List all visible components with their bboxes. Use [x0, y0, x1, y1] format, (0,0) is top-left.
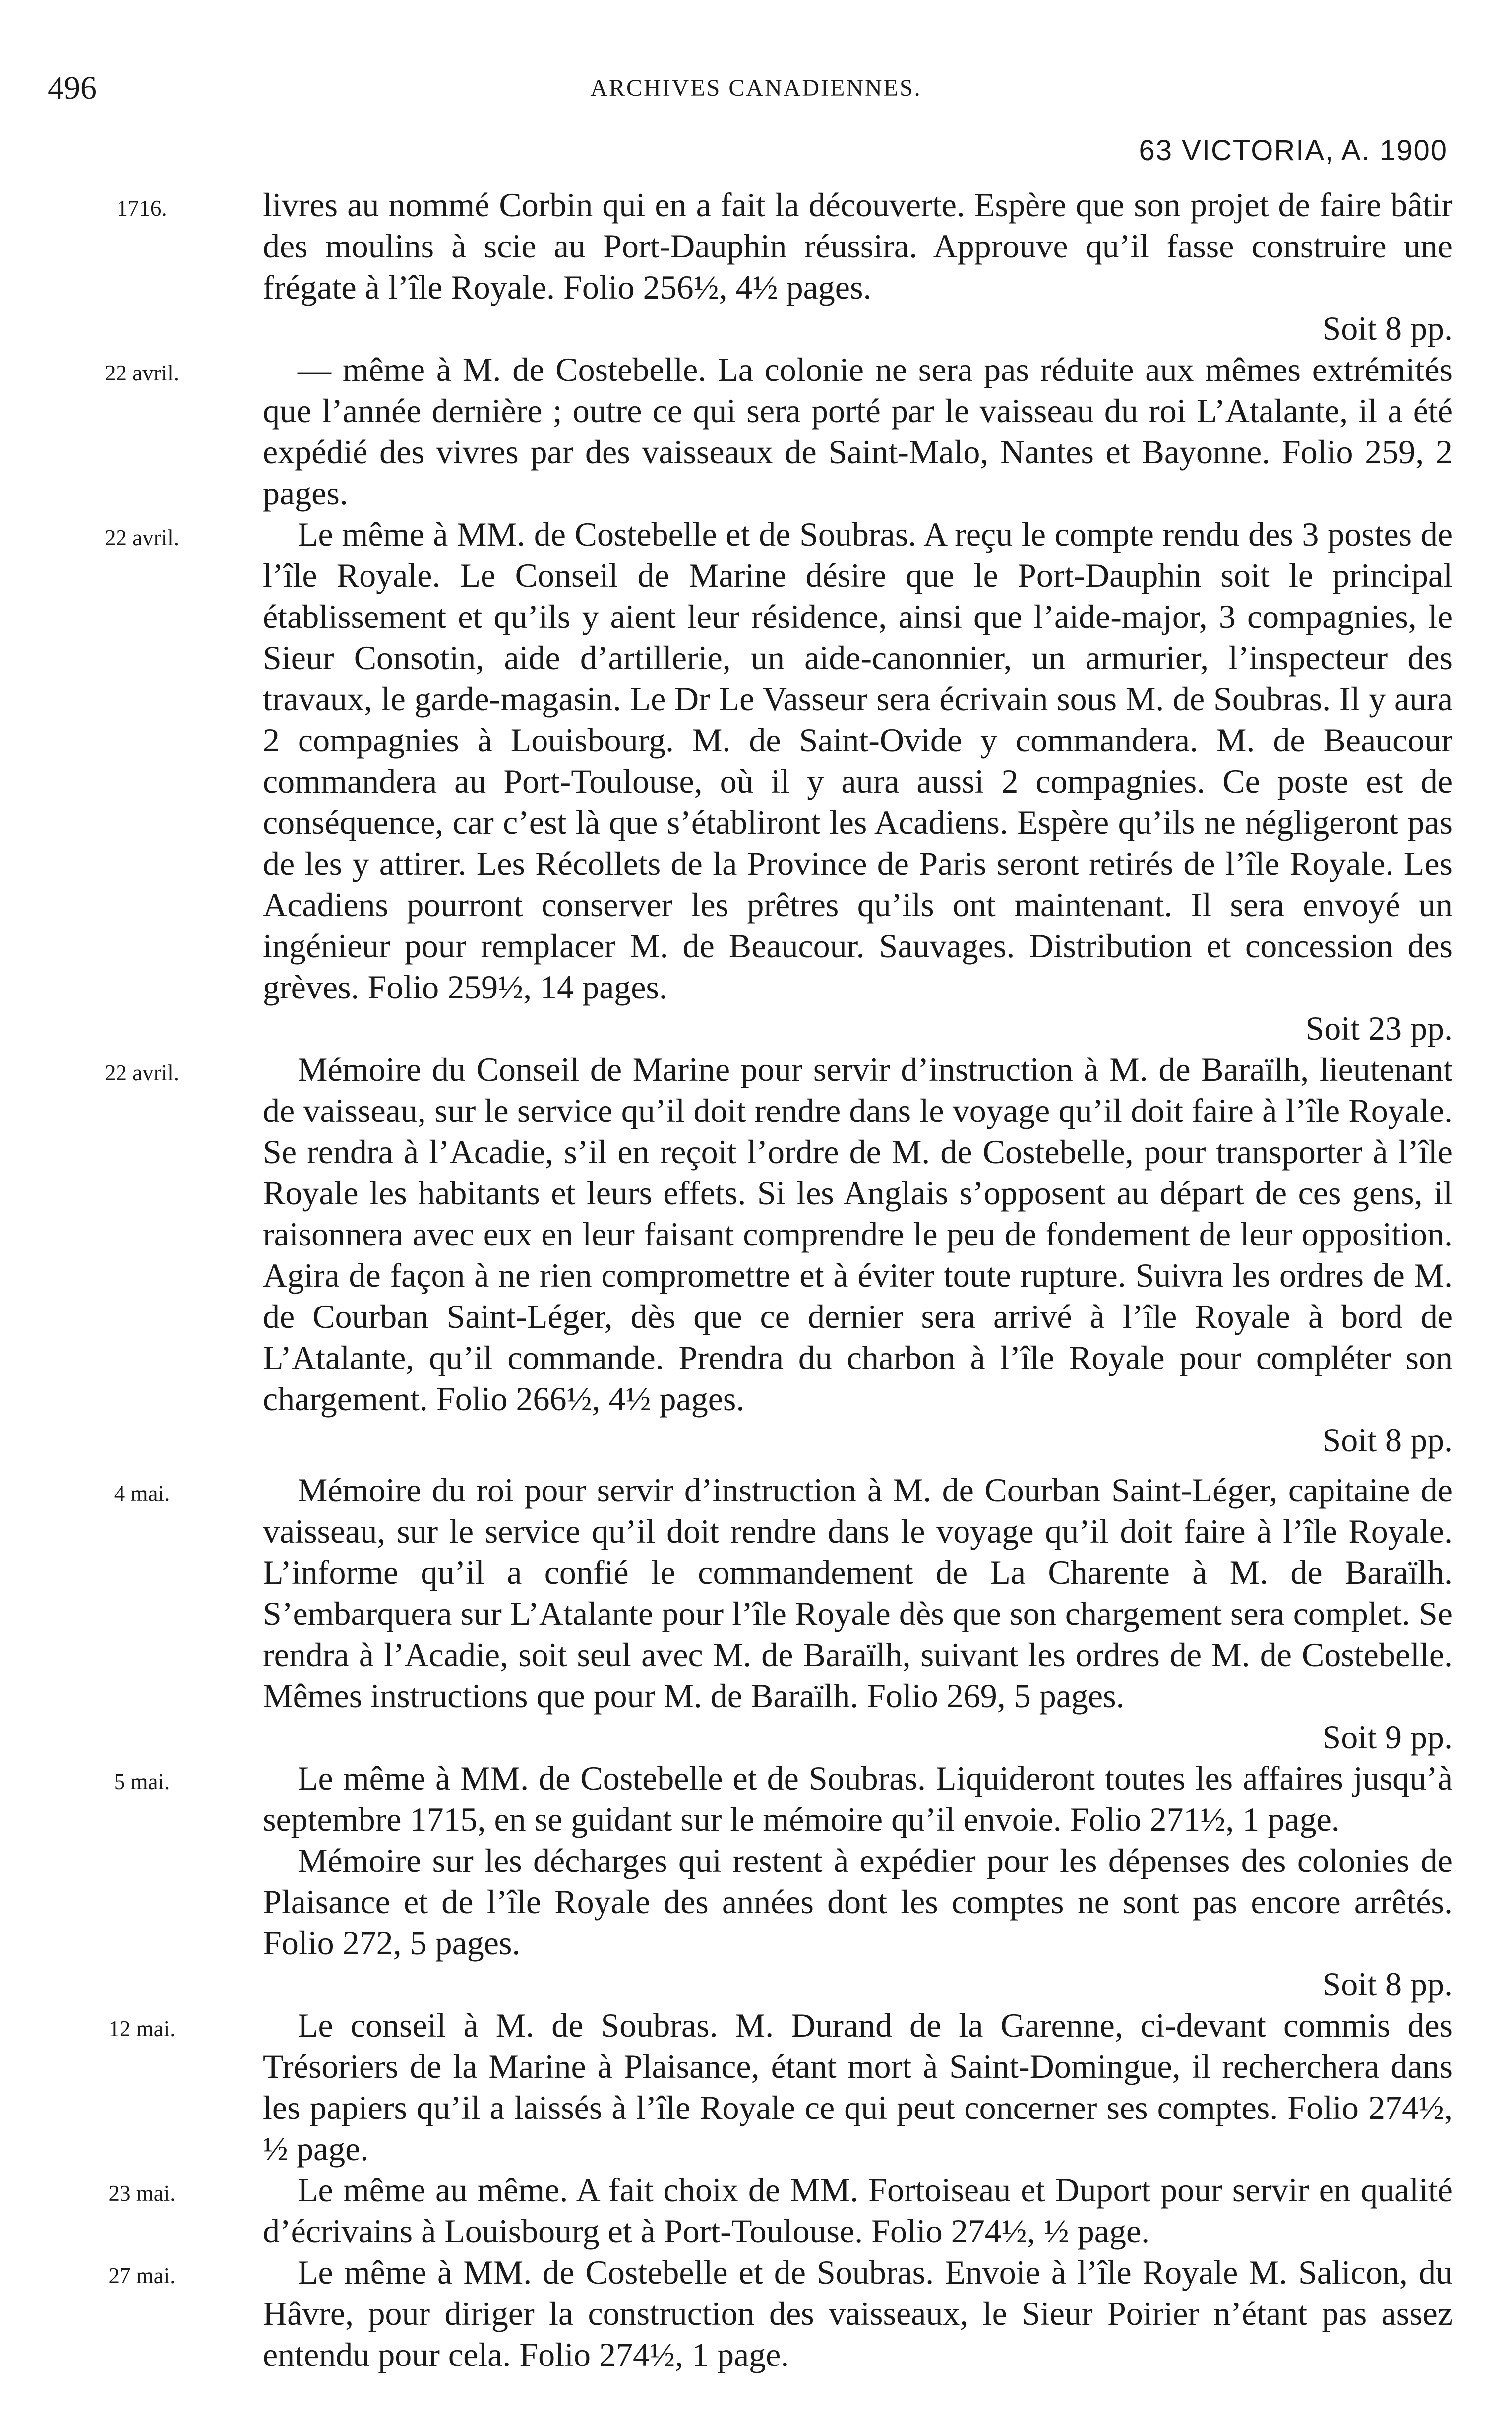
entry [0, 185, 1512, 349]
entry-text: Mémoire du Conseil de Marine pour servir d’instruction à M. de Baraïlh, lieutenant de vaisseau, sur le service qu’il doit rendre dans le voyage qu’il doit faire à l’île Royale. Se rendra à l’Acadie, s’il en reçoit l’ordre de M. de Costebelle, pour transporter à l’île Royale les habitants et leurs effets. Si les Anglais s’opposent au départ de ces gens, il raisonnera avec eux en leur faisant comprendre le peu de fondement de leur opposition. Agira de façon à ne rien compromettre et à éviter toute rupture. Suivra les ordres de M. de Courban Saint-Léger, dès que ce dernier sera arrivé à l’île Royale à bord de L’Atalante, qu’il commande. Prendra du charbon à l’île Royale pour compléter son chargement. Folio 266½, 4½ pages. [263, 1051, 1452, 1418]
entry [0, 1840, 1512, 2005]
entries-list [0, 185, 1512, 2375]
entry-text: Le même à MM. de Costebelle et de Soubras. Envoie à l’île Royale M. Salicon, du Hâvre, pour diriger la construction des vaisseaux, le Sieur Poirier n’étant pas assez entendu pour cela. Folio 274½, 1 page. [263, 2253, 1452, 2373]
entry [0, 2252, 1512, 2375]
entry [0, 2170, 1512, 2252]
entry [0, 514, 1512, 1049]
entry-page-count: Soit 23 pp. [1305, 1009, 1452, 1047]
entry-body [263, 185, 1452, 349]
entry [0, 1470, 1512, 1758]
entry [0, 1758, 1512, 1840]
entry-body [263, 2252, 1452, 2375]
entry-page-count: Soit 8 pp. [1322, 310, 1452, 347]
entry-date: 27 mai. [108, 2263, 176, 2288]
entry-body [263, 514, 1452, 1049]
running-title: ARCHIVES CANADIENNES. [590, 75, 922, 101]
entry-date: 12 mai. [108, 2016, 176, 2041]
entry-date: 1716. [117, 196, 167, 221]
entry-text: Le conseil à M. de Soubras. M. Durand de la Garenne, ci-devant commis des Trésoriers de la Marine à Plaisance, étant mort à Saint-Domingue, il recherchera dans les papiers qu’il a laissés à l’île Royale ce qui peut concerner ses comptes. Folio 274½, ½ page. [263, 2006, 1452, 2168]
entry-body [263, 1758, 1452, 1840]
entry-date: 22 avril. [105, 361, 179, 385]
entry-page-count: Soit 8 pp. [1322, 1965, 1452, 2003]
entry-body [263, 2170, 1452, 2252]
entry-text: livres au nommé Corbin qui en a fait la découverte. Espère que son projet de faire bâtir des moulins à scie au Port-Dauphin réussira. Approuve qu’il fasse construire une frégate à l’île Royale. Folio 256½, 4½ pages. [263, 186, 1452, 306]
entry-text: Le même à MM. de Costebelle et de Soubras. A reçu le compte rendu des 3 postes de l’île Royale. Le Conseil de Marine désire que le Port-Dauphin soit le principal établissement et qu’ils y aient leur résidence, ainsi que l’aide-major, 3 compagnies, le Sieur Consotin, aide d’artillerie, un aide-canonnier, un armurier, l’inspecteur des travaux, le garde-magasin. Le Dr Le Vasseur sera écrivain sous M. de Soubras. Il y aura 2 compagnies à Louisbourg. M. de Saint-Ovide y commandera. M. de Beaucour commandera au Port-Toulouse, où il y aura aussi 2 compagnies. Ce poste est de conséquence, car c’est là que s’établiront les Acadiens. Espère qu’ils ne négligeront pas de les y attirer. Les Récollets de la Province de Paris seront retirés de l’île Royale. Les Acadiens pourront conserver les prêtres qu’ils ont maintenant. Il sera envoyé un ingénieur pour remplacer M. de Beaucour. Sauvages. Distribution et concession des grèves. Folio 259½, 14 pages. [263, 515, 1452, 1006]
entry-page-count: Soit 8 pp. [1322, 1421, 1452, 1459]
entry-text: Le même à MM. de Costebelle et de Soubras. Liquideront toutes les affaires jusqu’à septembre 1715, en se guidant sur le mémoire qu’il envoie. Folio 271½, 1 page. [263, 1759, 1452, 1838]
session-reference: 63 VICTORIA, A. 1900 [1139, 134, 1448, 167]
page-number: 496 [48, 70, 97, 106]
entry-body [263, 1049, 1452, 1461]
entry-body [263, 2005, 1452, 2170]
entry-date: 22 avril. [105, 525, 179, 550]
entry-date: 5 mai. [114, 1769, 170, 1794]
entry-text: Mémoire du roi pour servir d’instruction à M. de Courban Saint-Léger, capitaine de vaisseau, sur le service qu’il doit rendre dans le voyage qu’il doit faire à l’île Royale. L’informe qu’il a confié le commandement de La Charente à M. de Baraïlh. S’embarquera sur L’Atalante pour l’île Royale dès que son chargement sera complet. Se rendra à l’Acadie, soit seul avec M. de Baraïlh, suivant les ordres de M. de Costebelle. Mêmes instructions que pour M. de Baraïlh. Folio 269, 5 pages. [263, 1471, 1452, 1715]
entry-date: 23 mai. [108, 2181, 176, 2206]
entry-text: Le même au même. A fait choix de MM. Fortoiseau et Duport pour servir en qualité d’écrivains à Louisbourg et à Port-Toulouse. Folio 274½, ½ page. [263, 2171, 1452, 2250]
entry-body [263, 1470, 1452, 1758]
entry [0, 2005, 1512, 2170]
entry [0, 349, 1512, 514]
entry-text: — même à M. de Costebelle. La colonie ne sera pas réduite aux mêmes extrémités que l’année dernière ; outre ce qui sera porté par le vaisseau du roi L’Atalante, il a été expédié des vivres par des vaisseaux de Saint-Malo, Nantes et Bayonne. Folio 259, 2 pages. [263, 351, 1452, 512]
entry-page-count: Soit 9 pp. [1322, 1718, 1452, 1756]
entry-body [263, 349, 1452, 514]
entry [0, 1049, 1512, 1461]
entry-date: 22 avril. [105, 1060, 179, 1085]
entry-date: 4 mai. [114, 1481, 170, 1506]
entry-text: Mémoire sur les décharges qui restent à expédier pour les dépenses des colonies de Plaisance et de l’île Royale des années dont les comptes ne sont pas encore arrêtés. Folio 272, 5 pages. [263, 1842, 1452, 1962]
entry-body [263, 1840, 1452, 2005]
